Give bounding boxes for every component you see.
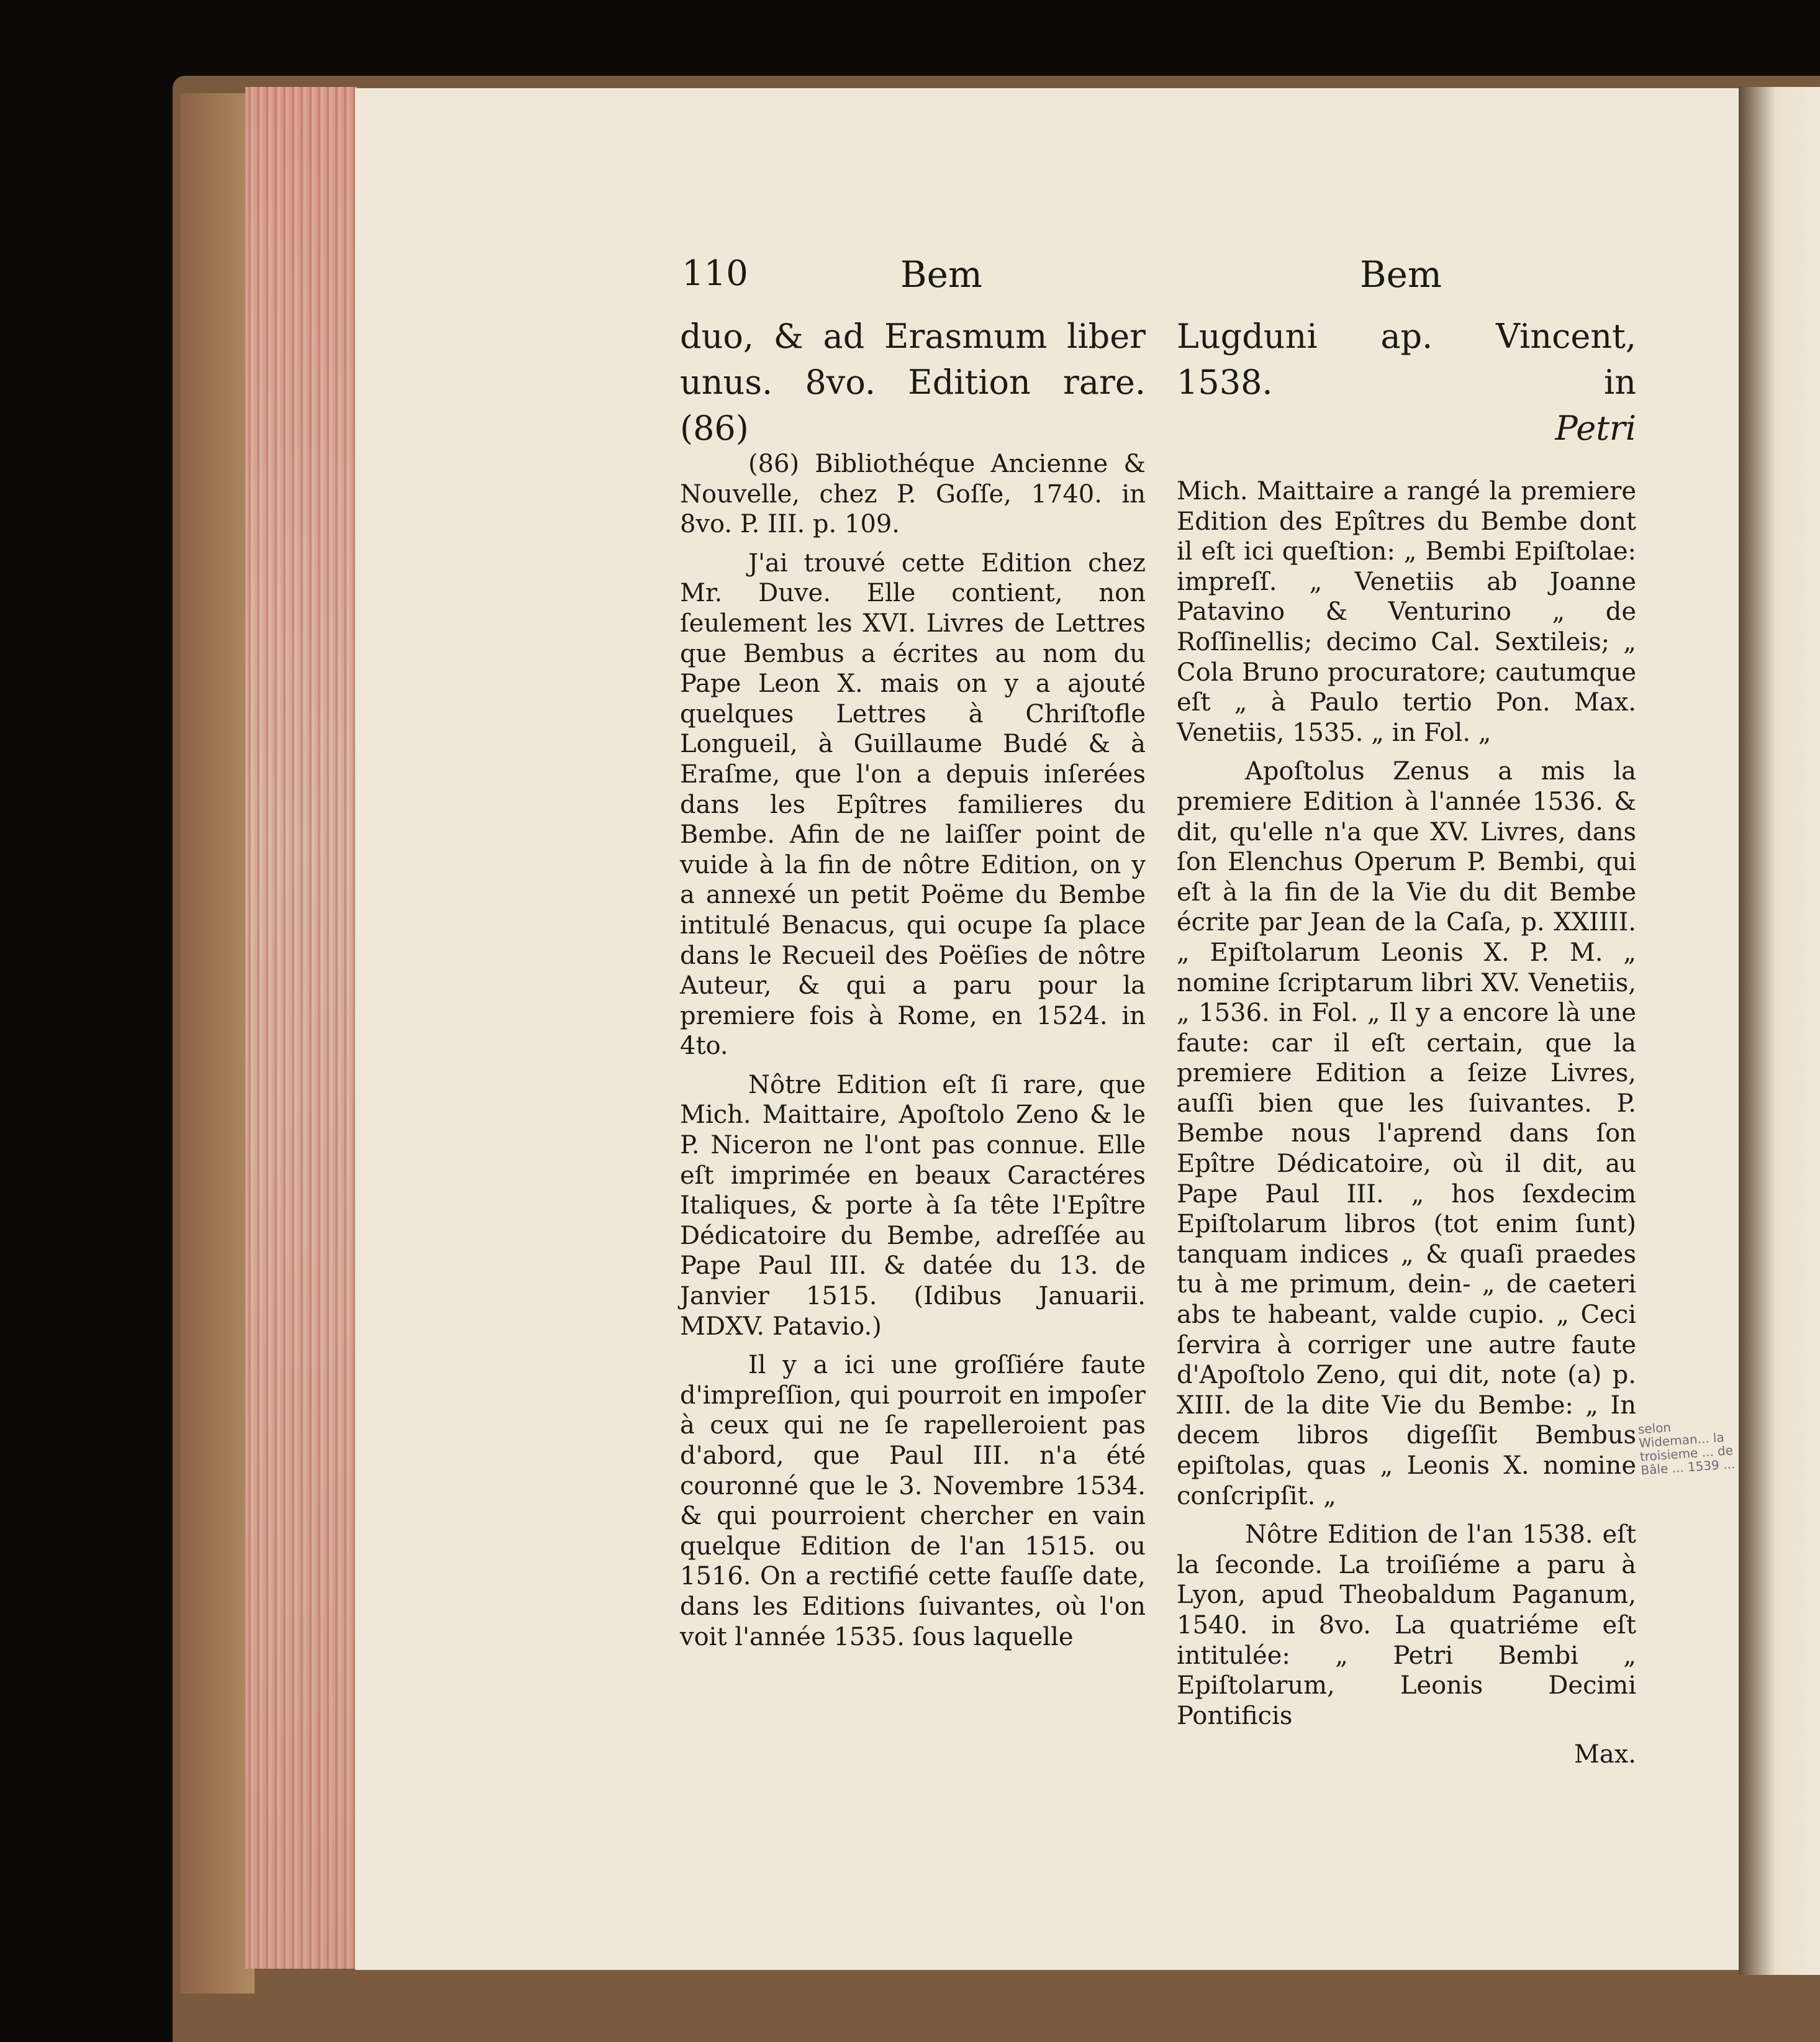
running-head-right: Bem: [1360, 253, 1442, 296]
handwritten-margin-note: selon Wideman... la troisieme ... de Bâle ... 1539 ...: [1637, 1419, 1736, 1478]
footnote-86: (86) Bibliothéque Ancienne & Nouvelle, chez P. Goſſe, 1740. in 8vo. P. III. p. 109.: [680, 450, 1146, 539]
catchword-top: Petri: [1555, 409, 1636, 448]
book-cover-edge: [180, 93, 255, 1994]
page-fore-edge: [245, 87, 357, 1969]
right-body: [1177, 476, 1636, 1770]
right-column: [1177, 314, 1636, 1770]
left-paragraph: Nôtre Edition eſt ſi rare, que Mich. Maittaire, Apoſtolo Zeno & le P. Niceron ne l'ont pas connue. Elle eſt imprimée en beaux Caractéres Italiques, & porte à ſa tête l'Epître Dédicatoire du Bembe, adreſſée au Pape Paul III. & datée du 13. de Janvier 1515. (Idibus Januarii. MDXV. Patavio.): [680, 1070, 1146, 1341]
catchword-bottom: Max.: [1573, 1740, 1636, 1769]
page-number: 110: [682, 253, 748, 294]
right-paragraph: Apoſtolus Zenus a mis la premiere Edition à l'année 1536. & dit, qu'elle n'a que XV. Livres, dans ſon Elenchus Operum P. Bembi, qui eſt à la fin de la Vie du dit Bembe écrite par Jean de la Caſa, p. XXIIII. „ Epiſtolarum Leonis X. P. M. „ nomine ſcriptarum libri XV. Venetiis, „ 1536. in Fol. „ Il y a encore là une faute: car il eſt certain, que la premiere Edition a ſeize Livres, auſſi bien que les ſuivantes. P. Bembe nous l'aprend dans ſon Epître Dédicatoire, où il dit, au Pape Paul III. „ hos ſexdecim Epiſtolarum libros (tot enim ſunt) tanquam indices „ & quaſi praedes tu à me primum, dein- „ de caeteri abs te habeant, valde cupio. „ Ceci ſervira à corriger une autre faute d'Apoſtolo Zeno, qui dit, note (a) p. XIII. de la dite Vie du Bembe: „ In decem libros digeſſit Bembus epiſtolas, quas „ Leonis X. nomine conſcripſit. „: [1177, 757, 1636, 1510]
right-intro: Lugduni ap. Vincent, 1538. in: [1177, 317, 1636, 402]
right-paragraph: Nôtre Edition de l'an 1538. eſt la ſeconde. La troiſiéme a paru à Lyon, apud Theobaldum Paganum, 1540. in 8vo. La quatriéme eſt intitulée: „ Petri Bembi „ Epiſtolarum, Leonis Decimi Pontificis: [1177, 1520, 1636, 1730]
running-head-left: Bem: [900, 253, 982, 296]
facing-page-edge: [1739, 87, 1820, 1975]
left-intro: duo, & ad Erasmum liber unus. 8vo. Edition rare. (86): [680, 317, 1146, 448]
right-paragraph: Mich. Maittaire a rangé la premiere Edition des Epîtres du Bembe dont il eſt ici queſtion: „ Bembi Epiſtolae: impreſſ. „ Venetiis ab Joanne Patavino & Venturino „ de Roſſinellis; decimo Cal. Sextileis; „ Cola Bruno procuratore; cautumque eſt „ à Paulo tertio Pon. Max. Venetiis, 1535. „ in Fol. „: [1177, 477, 1636, 747]
left-paragraph: J'ai trouvé cette Edition chez Mr. Duve. Elle contient, non ſeulement les XVI. Livres de Lettres que Bembus a écrites au nom du Pape Leon X. mais on y a ajouté quelques Lettres à Chriſtofle Longueil, à Guillaume Budé & à Eraſme, que l'on a depuis inſerées dans les Epîtres familieres du Bembe. Afin de ne laiſſer point de vuide à la fin de nôtre Edition, on y a annexé un petit Poëme du Bembe intitulé Benacus, qui ocupe ſa place dans le Recueil des Poëſies de nôtre Auteur, & qui a paru pour la premiere fois à Rome, en 1524. in 4to.: [680, 548, 1146, 1061]
left-body: [680, 449, 1146, 1652]
left-paragraph: Il y a ici une groſſiére faute d'impreſſion, qui pourroit en impoſer à ceux qui ne ſe rapelleroient pas d'abord, que Paul III. n'a été couronné que le 3. Novembre 1534. & qui pourroient chercher en vain quelque Edition de l'an 1515. ou 1516. On a rectifié cette fauſſe date, dans les Editions ſuivantes, où l'on voit l'année 1535. ſous laquelle: [680, 1351, 1146, 1651]
left-column: [680, 314, 1146, 1661]
